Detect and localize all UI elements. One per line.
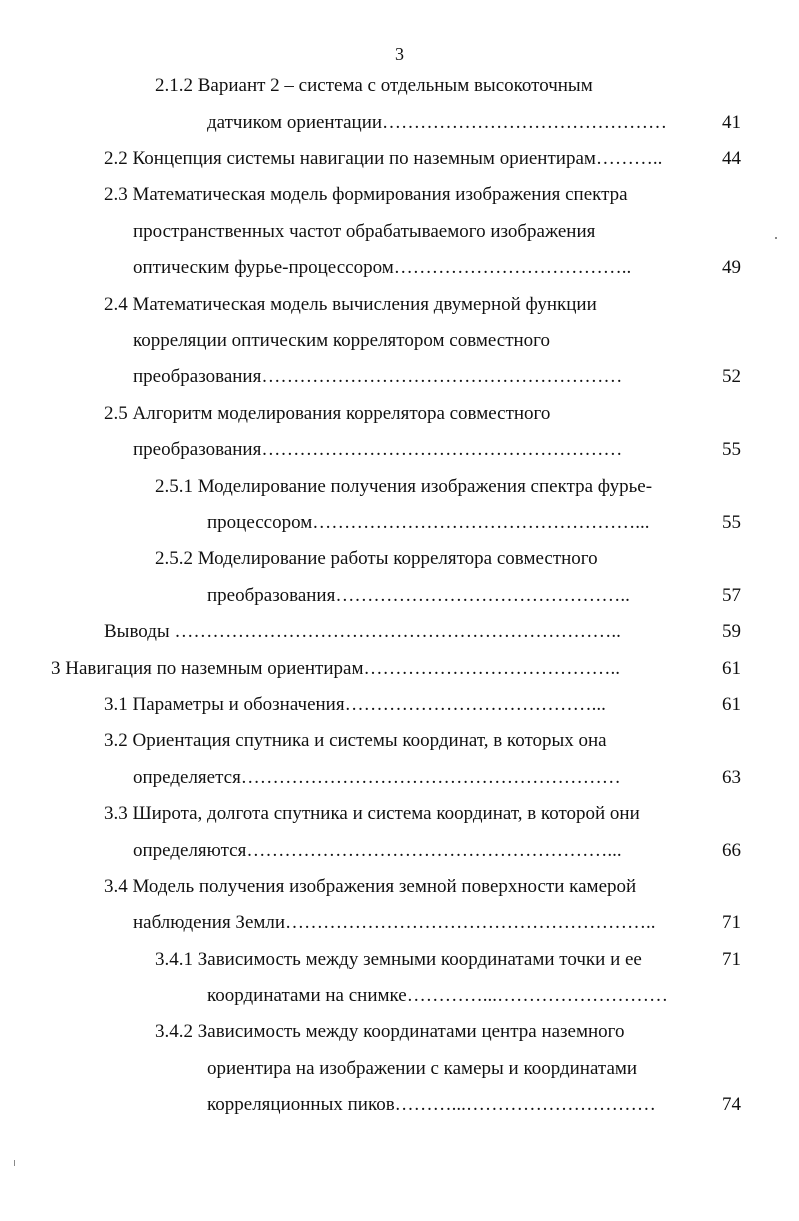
toc-line: Выводы ……………………………………………………………..	[104, 621, 621, 642]
toc-line: 3.2 Ориентация спутника и системы координат, в которых она	[104, 730, 607, 751]
toc-page-number: 61	[722, 694, 741, 715]
toc-page-number: 57	[722, 585, 741, 606]
toc-line: 3.3 Широта, долгота спутника и система координат, в которой они	[104, 803, 640, 824]
toc-page-number: 52	[722, 366, 741, 387]
toc-line: 2.2 Концепция системы навигации по наземным ориентирам………..	[104, 148, 663, 169]
toc-page-number: 74	[722, 1094, 741, 1115]
toc-page-number: 63	[722, 767, 741, 788]
toc-line: 3.4.2 Зависимость между координатами центра наземного	[155, 1021, 625, 1042]
scan-speck	[775, 237, 777, 239]
toc-line: координатами на снимке…………...………………………	[207, 985, 668, 1006]
toc-page-number: 61	[722, 658, 741, 679]
toc-line: 2.5 Алгоритм моделирования коррелятора совместного	[104, 403, 551, 424]
toc-line: преобразования………………………………………..	[207, 585, 630, 606]
toc-line: 3.4.1 Зависимость между земными координатами точки и ее	[155, 949, 642, 970]
toc-line: ориентира на изображении с камеры и координатами	[207, 1058, 638, 1079]
toc-line: определяются…………………………………………………...	[133, 840, 622, 861]
scan-speck	[14, 1160, 15, 1166]
page-number: 3	[395, 44, 404, 64]
toc-line: 3 Навигация по наземным ориентирам…………………………………..	[51, 658, 620, 679]
toc-line: 3.4 Модель получения изображения земной поверхности камерой	[104, 876, 637, 897]
toc-line: наблюдения Земли…………………………………………………..	[133, 912, 656, 933]
toc-page-number: 44	[722, 148, 741, 169]
toc-page-number: 71	[722, 949, 741, 970]
toc-page-number: 59	[722, 621, 741, 642]
toc-page-number: 66	[722, 840, 741, 861]
toc-line: корреляционных пиков………...…………………………	[207, 1094, 656, 1115]
toc-line: 2.3 Математическая модель формирования изображения спектра	[104, 184, 628, 205]
toc-line: оптическим фурье-процессором………………………………..	[133, 257, 632, 278]
toc-line: 2.5.1 Моделирование получения изображения спектра фурье-	[155, 476, 653, 497]
toc-line: преобразования…………………………………………………	[133, 366, 623, 387]
toc-page-number: 49	[722, 257, 741, 278]
toc-page-number: 71	[722, 912, 741, 933]
toc-line: преобразования…………………………………………………	[133, 439, 623, 460]
toc-page-number: 55	[722, 512, 741, 533]
toc-page-number: 41	[722, 112, 741, 133]
toc-page-number: 55	[722, 439, 741, 460]
toc-line: 2.4 Математическая модель вычисления двумерной функции	[104, 294, 597, 315]
toc-line: пространственных частот обрабатываемого изображения	[133, 221, 596, 242]
toc-line: 2.5.2 Моделирование работы коррелятора совместного	[155, 548, 598, 569]
toc-line: 3.1 Параметры и обозначения…………………………………...	[104, 694, 606, 715]
toc-line: процессором……………………………………………...	[207, 512, 650, 533]
toc-line: 2.1.2 Вариант 2 – система с отдельным высокоточным	[155, 75, 593, 96]
toc-line: корреляции оптическим коррелятором совместного	[133, 330, 550, 351]
toc-line: определяется……………………………………………………	[133, 767, 621, 788]
toc-line: датчиком ориентации………………………………………	[207, 112, 668, 133]
